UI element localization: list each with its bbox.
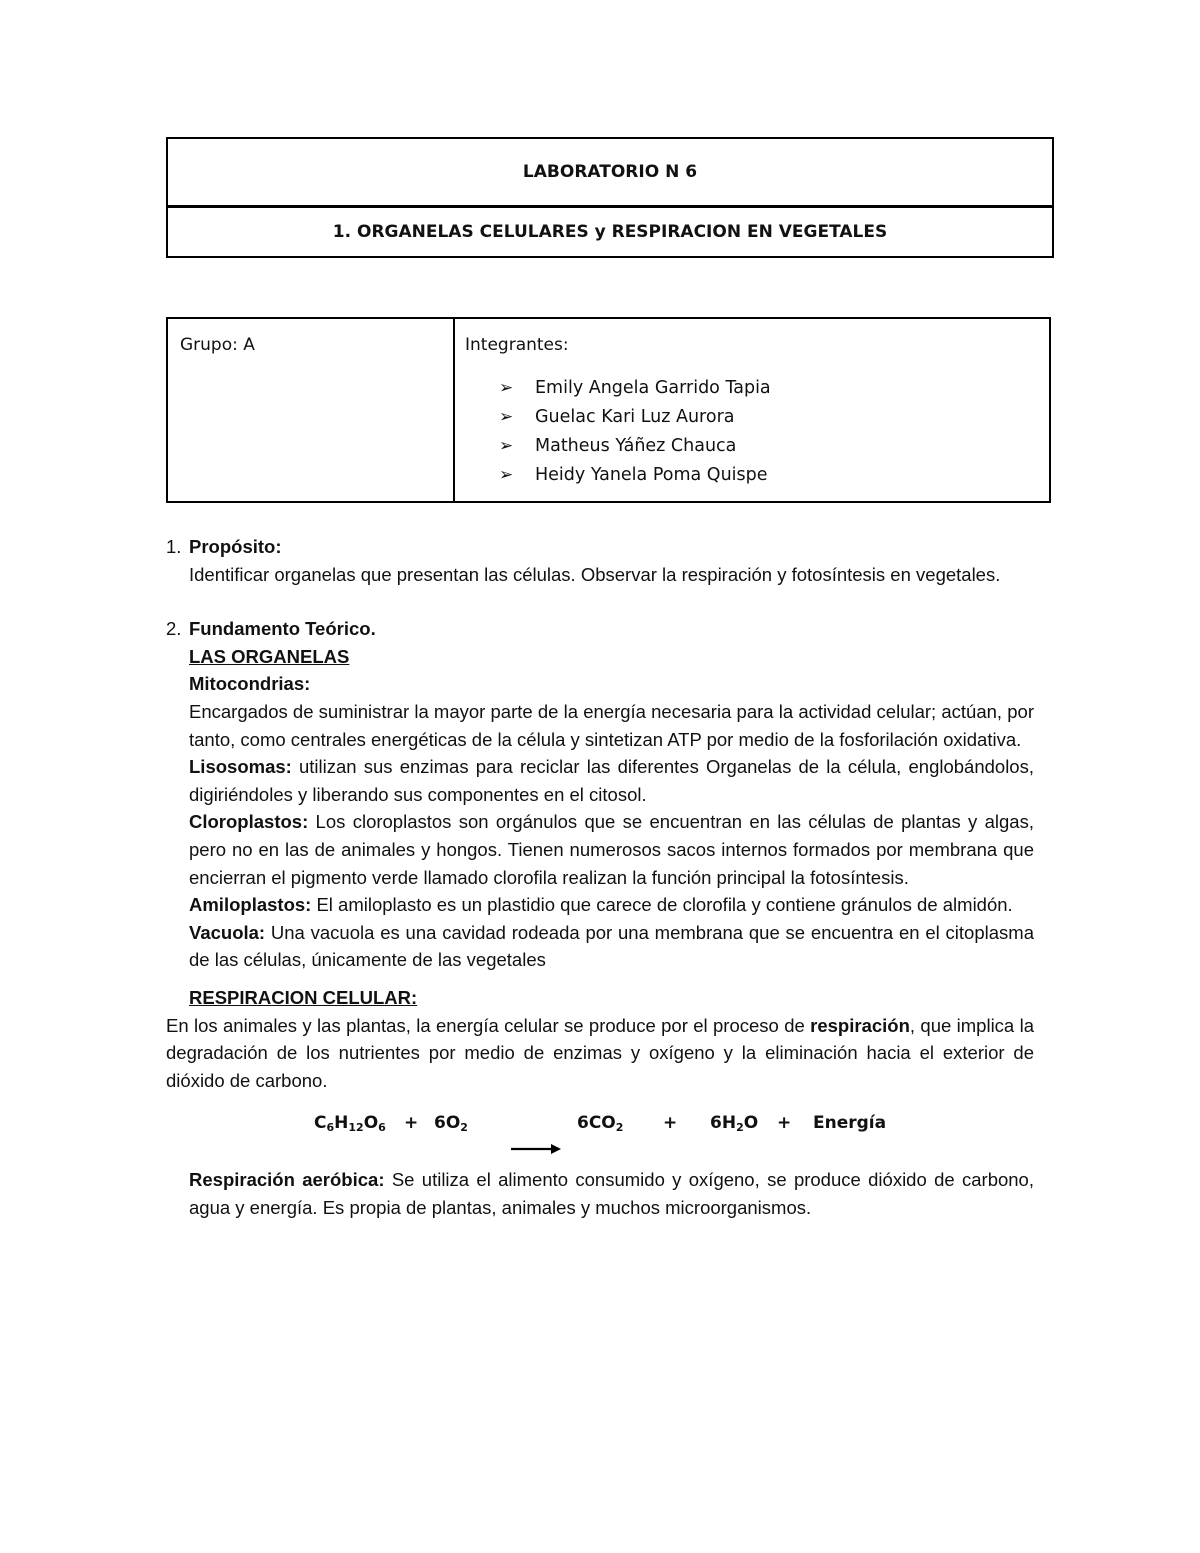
member-name: Emily Angela Garrido Tapia — [535, 377, 771, 398]
list-item — [499, 431, 1037, 460]
vacuole-title: Vacuola: — [189, 921, 266, 943]
mitochondria-text: Encargados de suministrar la mayor parte de la energía necesaria para la actividad celular; actúan, por tanto, como centrales energéticas de la célula y sintetizan ATP por medio de la fosforilación oxidativa. — [189, 700, 1034, 750]
chloroplast-paragraph — [189, 808, 1034, 891]
section-number: 1. — [166, 536, 182, 557]
organelles-block — [166, 643, 1034, 974]
purpose-text: Identificar organelas que presentan las células. Observar la respiración y fotosíntesis en vegetales. — [189, 563, 1001, 585]
respiration-heading: RESPIRACION CELULAR: — [189, 986, 418, 1008]
plus-sign: + — [663, 1113, 678, 1134]
aerobic-text: Se utiliza el alimento consumido y oxígeno, se produce dióxido de carbono, agua y energía. Es propia de plantas, animales y muchos microorganismos. — [189, 1169, 1034, 1218]
respiration-bold: respiración — [810, 1014, 910, 1036]
amyloplast-text: El amiloplasto es un plastidio que carece de clorofila y contiene gránulos de almidón. — [311, 894, 1013, 916]
list-item — [499, 460, 1037, 489]
respiration-paragraph — [166, 1012, 1034, 1095]
section-title: Fundamento Teórico. — [189, 618, 376, 640]
list-item — [499, 402, 1037, 431]
members-cell — [455, 319, 1049, 501]
energy-label: Energía — [813, 1113, 887, 1134]
arrow-bullet-icon: ➢ — [499, 464, 514, 485]
co2-formula: $6CO_2$ — [577, 1113, 624, 1135]
respiration-text-end: , que implica la degradación de los nutrientes por medio de enzimas y oxígeno y la eliminación hacia el exterior de dióxido de carbono. — [166, 1014, 1034, 1091]
arrow-bullet-icon: ➢ — [499, 435, 514, 456]
lab-subtitle: 1. ORGANELAS CELULARES y RESPIRACION EN VEGETALES — [332, 222, 888, 242]
section-1-heading — [166, 533, 1034, 561]
vacuole-paragraph — [189, 919, 1034, 974]
amyloplast-paragraph — [189, 891, 1034, 919]
oxygen-formula: $6O_2$ — [434, 1113, 468, 1135]
glucose-formula: $C_6H_{12}O_6$ — [314, 1113, 386, 1135]
lysosome-paragraph — [189, 753, 1034, 808]
members-label: Integrantes: — [465, 335, 569, 355]
amyloplast-title: Amiloplastos: — [189, 894, 312, 916]
section-number: 2. — [166, 618, 182, 640]
arrow-bullet-icon: ➢ — [499, 377, 514, 398]
section-2-heading — [166, 615, 1034, 643]
arrow-bullet-icon: ➢ — [499, 406, 514, 427]
plus-sign: + — [404, 1113, 419, 1134]
list-item — [499, 373, 1037, 402]
group-cell — [168, 319, 455, 501]
group-label: Grupo: A — [180, 335, 255, 355]
lysosome-title: Lisosomas: — [189, 756, 292, 778]
respiration-text-start: En los animales y las plantas, la energía celular se produce por el proceso de — [166, 1014, 811, 1036]
document-body — [166, 533, 1034, 1221]
members-list — [465, 373, 1037, 489]
lysosome-text: utilizan sus enzimas para reciclar las diferentes Organelas de la célula, englobándolos, digiriéndoles y liberando sus componentes en el citosol. — [189, 756, 1034, 805]
lab-title: LABORATORIO N 6 — [168, 139, 1052, 208]
aerobic-paragraph — [166, 1166, 1034, 1221]
organelles-heading: LAS ORGANELAS — [189, 645, 350, 667]
mitochondria-title: Mitocondrias: — [189, 673, 311, 695]
reaction-arrow-icon — [511, 1143, 561, 1155]
section-title: Propósito: — [189, 536, 282, 557]
member-name: Heidy Yanela Poma Quispe — [535, 464, 768, 485]
member-name: Matheus Yáñez Chauca — [535, 435, 737, 456]
plus-sign: + — [777, 1113, 792, 1134]
aerobic-title: Respiración aeróbica: — [189, 1169, 385, 1191]
header-table — [166, 137, 1054, 258]
vacuole-text: Una vacuola es una cavidad rodeada por una membrana que se encuentra en el citoplasma de las células, únicamente de las vegetales — [189, 921, 1034, 971]
chloroplast-title: Cloroplastos: — [189, 811, 309, 833]
chloroplast-text: Los cloroplastos son orgánulos que se encuentran en las células de plantas y algas, pero no en las de animales y hongos. Tienen numerosos sacos internos formados por membrana que encierran el pigmento verde llamado clorofila realizan la función principal la fotosíntesis. — [189, 811, 1034, 888]
respiration-equation — [166, 1106, 1034, 1166]
group-table — [166, 317, 1051, 503]
member-name: Guelac Kari Luz Aurora — [535, 406, 735, 427]
water-formula: $6H_2O$ — [710, 1113, 759, 1135]
